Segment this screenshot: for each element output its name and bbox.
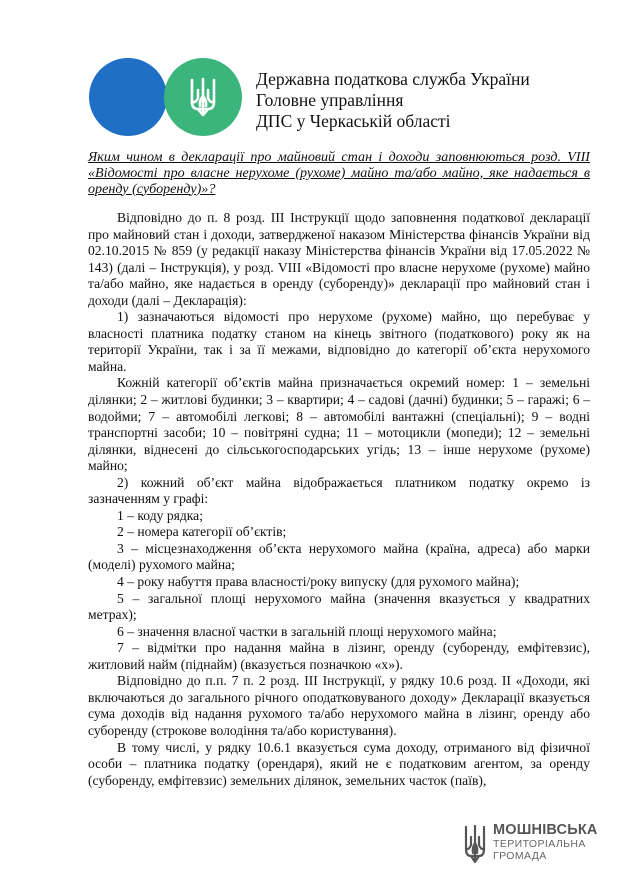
list-item: 6 – значення власної частки в загальній площі нерухомого майна; bbox=[117, 623, 497, 639]
header-organization bbox=[256, 69, 530, 132]
document-body bbox=[88, 210, 590, 789]
logo-green-circle bbox=[164, 58, 242, 136]
list-item: 1 – коду рядка; bbox=[117, 507, 203, 523]
header-line-3: ДПС у Черкаській області bbox=[256, 111, 451, 131]
footer-logo-line-3: ГРОМАДА bbox=[493, 850, 547, 862]
paragraph: Відповідно до п.п. 7 п. 2 розд. ІІІ Інструкції, у рядку 10.6 розд. ІІ «Доходи, які включаються до загального річного оподатковуваного доходу» Декларації вказується сума доходів від надання рухомого та/або нерухомого майна в лізинг, оренду або суборенду (строкове володіння та/або користування). bbox=[88, 673, 590, 738]
footer-logo-line-1: МОШНІВСЬКА bbox=[493, 822, 598, 838]
list-item: 2 – номера категорії об’єктів; bbox=[117, 524, 287, 540]
logo-blue-circle bbox=[89, 58, 167, 136]
paragraph: Кожній категорії об’єктів майна призначається окремий номер: 1 – земельні ділянки; 2 – житлові будинки; 3 – квартири; 4 – садові (дачні) будинки; 5 – гаражі; 6 – водойми; 7 – автомобілі легкові; 8 – автомобілі вантажні (спеціальні); 9 – водні транспортні засоби; 10 – повітряні судна; 11 – мотоцикли (мопеди); 12 – земельні ділянки, віднесені до сільськогосподарських угідь; 13 – інше нерухоме (рухоме) майно; bbox=[88, 375, 590, 474]
paragraph: В тому числі, у рядку 10.6.1 вказується сума доходу, отриманого від фізичної особи – платника податку (орендаря), який не є податковим агентом, за оренду (суборенду, емфітевзис) земельних ділянок, земельних часток (паїв), bbox=[88, 739, 590, 788]
paragraph: Відповідно до п. 8 розд. ІІІ Інструкції щодо заповнення податкової декларації про майновий стан і доходи, затвердженої наказом Міністерства фінансів України від 02.10.2015 № 859 (у редакції наказу Міністерства фінансів України від 17.05.2022 № 143) (далі – Інструкція), у розд. VIII «Відомості про власне нерухоме (рухоме) майно та/або майно, яке надається в оренду (суборенду)» декларації про майновий стан і доходи (далі – Декларація): bbox=[88, 210, 590, 308]
header-line-2: Головне управління bbox=[256, 90, 404, 110]
footer-logo-line-2: ТЕРИТОРІАЛЬНА bbox=[493, 838, 586, 850]
list-item: 7 – відмітки про надання майна в лізинг, оренду (суборенду, емфітевзис), житловий найм (піднайм) (вказується позначкою «х»). bbox=[88, 640, 590, 672]
document-title: Яким чином в декларації про майновий стан і доходи заповнюються розд. VIII «Відомості про власне нерухоме (рухоме) майно та/або майно, яке надається в оренду (суборенду)»? bbox=[88, 149, 590, 197]
list-item: 3 – місцезнаходження об’єкта нерухомого майна (країна, адреса) або марки (моделі) рухомого майна; bbox=[88, 540, 590, 573]
header-line-1: Державна податкова служба України bbox=[256, 69, 530, 89]
paragraph: 2) кожний об’єкт майна відображається платником податку окремо із зазначенням у графі: bbox=[88, 474, 590, 507]
tryzub-icon bbox=[462, 823, 488, 865]
list-item: 5 – загальної площі нерухомого майна (значення вказується у квадратних метрах); bbox=[88, 590, 590, 623]
paragraph: 1) зазначаються відомості про нерухоме (рухоме) майно, що перебуває у власності платника податку станом на кінець звітного (податкового) року як на території України, так і за її межами, відповідно до категорії об’єкта нерухомого майна. bbox=[88, 309, 590, 374]
list-item: 4 – року набуття права власності/року випуску (для рухомого майна); bbox=[117, 574, 520, 590]
tryzub-icon bbox=[187, 76, 219, 118]
footer-community-logo bbox=[462, 823, 602, 867]
